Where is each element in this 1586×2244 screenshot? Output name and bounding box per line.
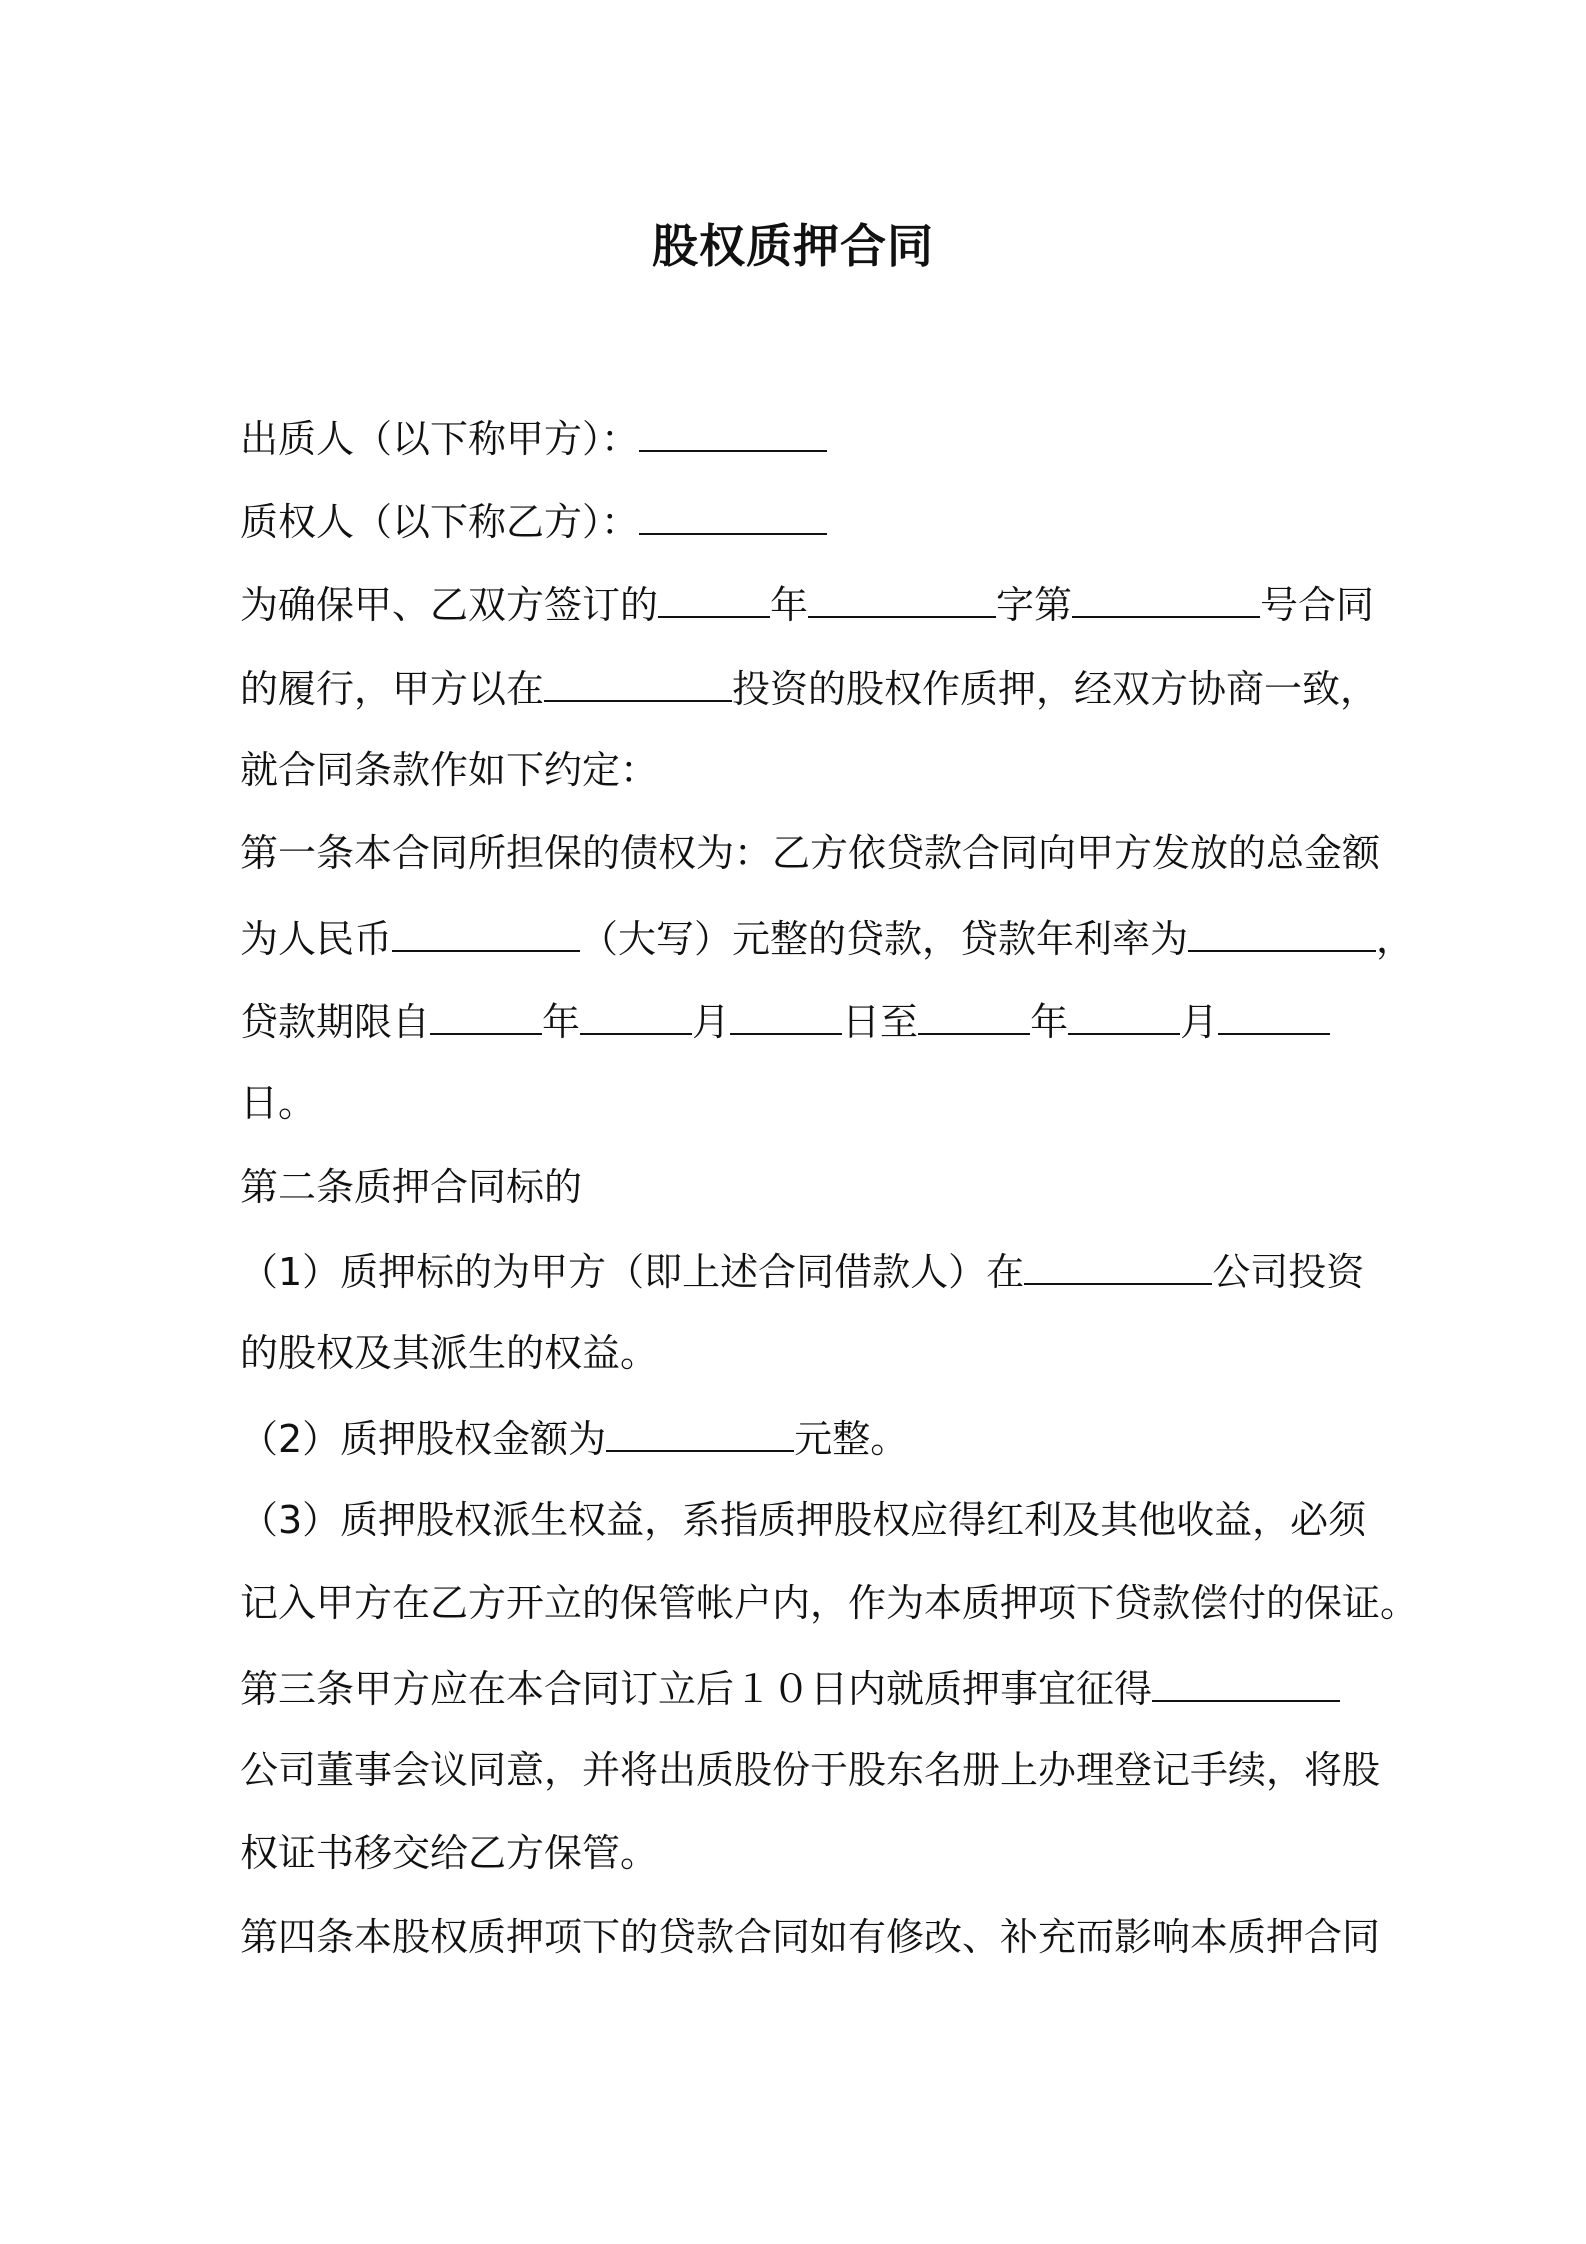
article-text: （1）质押标的为甲方（即上述合同借款人）在 <box>240 1250 1025 1294</box>
article-text: 月 <box>1180 1000 1219 1044</box>
pledged-amount-blank[interactable] <box>606 1412 794 1452</box>
article-2-heading: 第二条质押合同标的 <box>240 1165 583 1209</box>
article-text: 为人民币 <box>240 917 393 961</box>
pledgor-line <box>240 412 827 464</box>
intro-text: 字第 <box>996 583 1073 627</box>
article-1-line-2 <box>240 912 1414 964</box>
start-day-blank[interactable] <box>730 995 842 1035</box>
board-company-blank[interactable] <box>1152 1662 1340 1702</box>
article-text: 贷款期限自 <box>240 1000 431 1044</box>
article-text: 年 <box>542 1000 581 1044</box>
intro-text: 为确保甲、乙双方签订的 <box>240 583 659 627</box>
article-2-item-1-cont: 的股权及其派生的权益。 <box>240 1331 659 1375</box>
pledgee-label: 质权人（以下称乙方）： <box>240 500 640 544</box>
end-month-blank[interactable] <box>1068 995 1180 1035</box>
contract-year-blank[interactable] <box>658 578 770 618</box>
article-2-item-2 <box>240 1412 908 1464</box>
article-text: 元整。 <box>794 1417 909 1461</box>
article-1-line-4: 日。 <box>240 1081 317 1125</box>
intro-line-2 <box>240 662 1378 714</box>
start-year-blank[interactable] <box>430 995 542 1035</box>
pledgor-label: 出质人（以下称甲方）： <box>240 417 640 461</box>
article-text: 公司投资 <box>1212 1250 1365 1294</box>
article-text: 月 <box>692 1000 731 1044</box>
article-3-line-1 <box>240 1662 1340 1714</box>
article-text: 第三条甲方应在本合同订立后１０日内就质押事宜征得 <box>240 1667 1153 1711</box>
document-title: 股权质押合同 <box>652 219 934 273</box>
article-text: 年 <box>1030 1000 1069 1044</box>
article-text: （大写）元整的贷款，贷款年利率为 <box>580 917 1189 961</box>
article-2-item-1 <box>240 1245 1364 1297</box>
investment-company-blank[interactable] <box>544 662 732 702</box>
article-3-line-3: 权证书移交给乙方保管。 <box>240 1831 659 1875</box>
end-day-blank[interactable] <box>1218 995 1330 1035</box>
article-3-line-2: 公司董事会议同意，并将出质股份于股东名册上办理登记手续，将股 <box>240 1748 1381 1792</box>
end-year-blank[interactable] <box>918 995 1030 1035</box>
loan-amount-blank[interactable] <box>392 912 580 952</box>
intro-text: 年 <box>770 583 809 627</box>
contract-prefix-blank[interactable] <box>808 578 996 618</box>
intro-text: 号合同 <box>1260 583 1375 627</box>
intro-line-1 <box>240 578 1374 630</box>
intro-text: 的履行，甲方以在 <box>240 667 545 711</box>
article-text: ， <box>1376 917 1415 961</box>
article-4-line-1: 第四条本股权质押项下的贷款合同如有修改、补充而影响本质押合同 <box>240 1915 1381 1959</box>
contract-number-blank[interactable] <box>1072 578 1260 618</box>
pledgee-line <box>240 495 827 547</box>
article-1-line-1: 第一条本合同所担保的债权为：乙方依贷款合同向甲方发放的总金额 <box>240 831 1381 875</box>
intro-text: 投资的股权作质押，经双方协商一致， <box>732 667 1379 711</box>
article-text: （2）质押股权金额为 <box>240 1417 607 1461</box>
pledgee-blank[interactable] <box>639 495 827 535</box>
article-2-item-3: （3）质押股权派生权益，系指质押股权应得红利及其他收益，必须 <box>240 1498 1367 1542</box>
start-month-blank[interactable] <box>580 995 692 1035</box>
pledged-company-blank[interactable] <box>1024 1245 1212 1285</box>
interest-rate-blank[interactable] <box>1188 912 1376 952</box>
pledgor-blank[interactable] <box>639 412 827 452</box>
article-1-line-3 <box>240 995 1330 1047</box>
article-text: 日至 <box>842 1000 919 1044</box>
intro-line-3: 就合同条款作如下约定： <box>240 748 659 792</box>
article-2-item-3-cont: 记入甲方在乙方开立的保管帐户内，作为本质押项下贷款偿付的保证。 <box>240 1581 1419 1625</box>
